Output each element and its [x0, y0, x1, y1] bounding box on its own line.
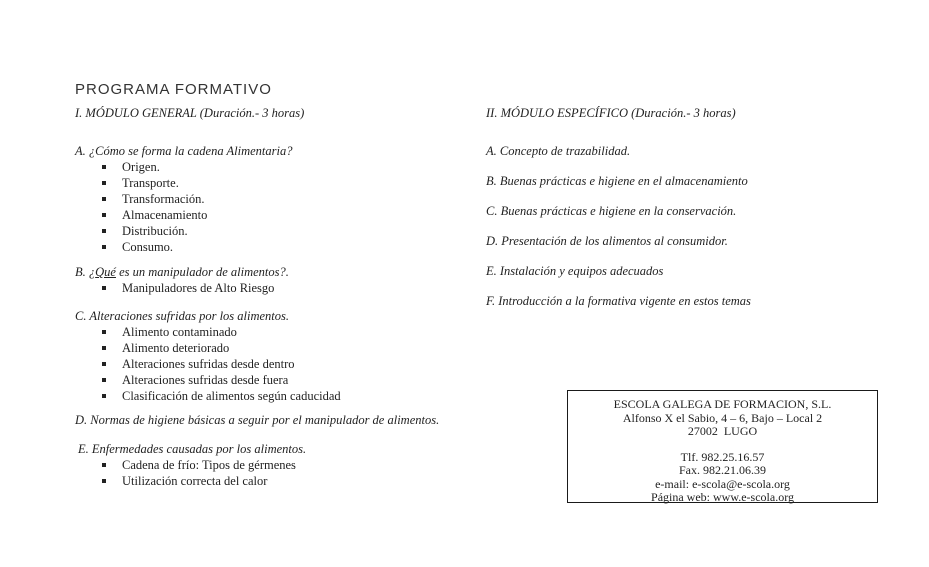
bullet-square-icon: [102, 463, 106, 467]
section-e-list: [75, 457, 505, 489]
list-item: [102, 324, 505, 340]
address-line: Alfonso X el Sabio, 4 – 6, Bajo – Local 2: [622, 410, 823, 425]
module-item-f: F. Introducción a la formativa vigente en estos temas: [486, 294, 751, 308]
section-b-label-underlined: Qué: [95, 265, 116, 279]
bullet-square-icon: [102, 346, 106, 350]
company-name: ESCOLA GALEGA DE FORMACION, S.L.: [613, 397, 832, 411]
list-item-text: Transporte.: [122, 176, 179, 190]
list-item: [102, 280, 505, 296]
module-especifico-heading: II. MÓDULO ESPECÍFICO (Duración.- 3 horas): [486, 106, 736, 120]
module-item-a: A. Concepto de trazabilidad.: [486, 144, 631, 158]
module-item-d: D. Presentación de los alimentos al consumidor.: [486, 234, 728, 248]
module-item-e: E. Instalación y equipos adecuados: [486, 264, 664, 278]
list-item-text: Clasificación de alimentos según caducidad: [122, 389, 341, 403]
fax-line: Fax. 982.21.06.39: [679, 463, 766, 477]
section-b-label-prefix: B. ¿: [75, 265, 96, 279]
list-item: [102, 473, 505, 489]
email-line: e-mail: e-scola@e-scola.org: [655, 476, 790, 491]
section-b-label: [75, 264, 505, 280]
section-c-label: C. Alteraciones sufridas por los alimentos.: [75, 309, 290, 323]
right-column: [486, 105, 906, 309]
list-item: [102, 372, 505, 388]
bullet-square-icon: [102, 229, 106, 233]
list-item: [102, 223, 505, 239]
list-item-text: Utilización correcta del calor: [122, 474, 268, 488]
module-general-heading: I. MÓDULO GENERAL (Duración.- 3 horas): [75, 106, 305, 120]
bullet-square-icon: [102, 330, 106, 334]
city-line: 27002 LUGO: [687, 424, 758, 438]
section-d-label: D. Normas de higiene básicas a seguir por el manipulador de alimentos.: [75, 413, 440, 427]
bullet-square-icon: [102, 181, 106, 185]
list-item: [102, 207, 505, 223]
spacer: [568, 439, 877, 451]
list-item-text: Distribución.: [122, 224, 188, 238]
section-e-label: E. Enfermedades causadas por los alimentos.: [78, 442, 307, 456]
list-item-text: Almacenamiento: [122, 208, 208, 222]
bullet-square-icon: [102, 165, 106, 169]
bullet-square-icon: [102, 197, 106, 201]
bullet-square-icon: [102, 394, 106, 398]
list-item: [102, 239, 505, 255]
list-item: [102, 340, 505, 356]
section-b-label-suffix: es un manipulador de alimentos?.: [115, 265, 289, 279]
bullet-square-icon: [102, 479, 106, 483]
list-item-text: Consumo.: [122, 240, 174, 254]
section-c-list: [75, 324, 505, 404]
list-item: [102, 457, 505, 473]
module-item-b: B. Buenas prácticas e higiene en el almacenamiento: [486, 174, 748, 188]
module-item-c: C. Buenas prácticas e higiene en la conservación.: [486, 204, 737, 218]
list-item-text: Alteraciones sufridas desde dentro: [122, 357, 295, 371]
list-item: [102, 191, 505, 207]
list-item-text: Transformación.: [122, 192, 205, 206]
section-a-label: A. ¿Cómo se forma la cadena Alimentaria?: [75, 144, 293, 158]
bullet-square-icon: [102, 378, 106, 382]
bullet-square-icon: [102, 245, 106, 249]
list-item-text: Alimento contaminado: [122, 325, 237, 339]
document-title: PROGRAMA FORMATIVO: [75, 81, 272, 98]
list-item: [102, 175, 505, 191]
list-item: [102, 356, 505, 372]
section-a-list: [75, 159, 505, 255]
contact-info-box: [567, 390, 878, 503]
website-line: Página web: www.e-scola.org: [651, 490, 794, 504]
list-item: [102, 388, 505, 404]
section-b-list: [75, 280, 505, 296]
list-item-text: Origen.: [122, 160, 160, 174]
list-item: [102, 159, 505, 175]
list-item-text: Cadena de frío: Tipos de gérmenes: [122, 458, 296, 472]
list-item-text: Alteraciones sufridas desde fuera: [122, 373, 289, 387]
list-item-text: Manipuladores de Alto Riesgo: [122, 281, 275, 295]
bullet-square-icon: [102, 213, 106, 217]
bullet-square-icon: [102, 362, 106, 366]
phone-line: Tlf. 982.25.16.57: [680, 449, 765, 464]
left-column: [75, 105, 505, 489]
bullet-square-icon: [102, 286, 106, 290]
list-item-text: Alimento deteriorado: [122, 341, 230, 355]
